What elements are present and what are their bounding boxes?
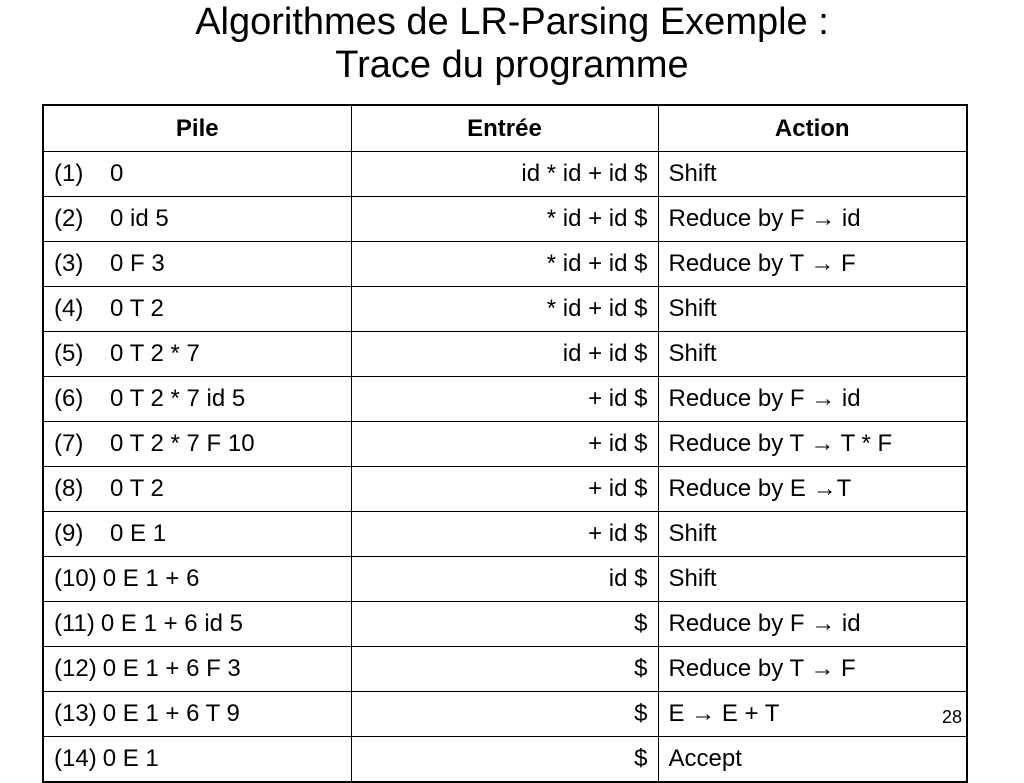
- table-row: [43, 512, 967, 557]
- step-number: (6): [54, 385, 84, 412]
- input-cell: + id $: [351, 377, 658, 422]
- action-cell: Reduce by T → F: [658, 647, 967, 692]
- stack-cell: [43, 287, 351, 332]
- stack-cell: [43, 557, 351, 602]
- table-row: [43, 332, 967, 377]
- page-number: 28: [941, 707, 962, 727]
- input-cell: $: [351, 692, 658, 737]
- input-cell: id + id $: [351, 332, 658, 377]
- lr-parse-trace-table: [42, 104, 968, 783]
- table-row: [43, 737, 967, 783]
- input-cell: * id + id $: [351, 242, 658, 287]
- stack-cell: [43, 647, 351, 692]
- stack-value: 0: [110, 160, 124, 187]
- step-number: (7): [54, 430, 84, 457]
- action-cell: Reduce by F → id: [658, 197, 967, 242]
- action-cell: Shift: [658, 512, 967, 557]
- step-number: (4): [54, 295, 84, 322]
- input-cell: $: [351, 647, 658, 692]
- table-body: [43, 152, 967, 783]
- stack-cell: [43, 152, 351, 197]
- step-number: (10): [54, 565, 97, 592]
- step-number: (5): [54, 340, 84, 367]
- step-number: (2): [54, 205, 84, 232]
- stack-value: 0 E 1 + 6 F 3: [102, 655, 241, 682]
- input-cell: * id + id $: [351, 287, 658, 332]
- action-cell: Reduce by F → id: [658, 377, 967, 422]
- action-cell: Accept: [658, 737, 967, 783]
- stack-value: 0 E 1 + 6 T 9: [102, 700, 240, 727]
- input-cell: id * id + id $: [351, 152, 658, 197]
- table-row: [43, 467, 967, 512]
- stack-value: 0 E 1: [110, 520, 167, 547]
- action-cell: Reduce by T → T * F: [658, 422, 967, 467]
- step-number: (14): [54, 745, 97, 772]
- stack-value: 0 F 3: [110, 250, 165, 277]
- step-number: (1): [54, 160, 84, 187]
- slide-title-line-1: Algorithmes de LR-Parsing Exemple :: [195, 1, 829, 43]
- step-number: (9): [54, 520, 84, 547]
- input-cell: + id $: [351, 422, 658, 467]
- table-row: [43, 197, 967, 242]
- table-row: [43, 422, 967, 467]
- table-row: [43, 557, 967, 602]
- table-row: [43, 152, 967, 197]
- table-row: [43, 377, 967, 422]
- input-cell: + id $: [351, 467, 658, 512]
- stack-value: 0 E 1 + 6 id 5: [100, 610, 244, 637]
- stack-value: 0 T 2 * 7 F 10: [110, 430, 255, 457]
- stack-cell: [43, 602, 351, 647]
- header-action: Action: [658, 105, 967, 152]
- slide-title-line-2: Trace du programme: [335, 44, 689, 86]
- action-cell: Shift: [658, 332, 967, 377]
- header-pile: Pile: [43, 105, 351, 152]
- step-number: (11): [54, 610, 95, 637]
- input-cell: * id + id $: [351, 197, 658, 242]
- action-cell: Shift: [658, 152, 967, 197]
- stack-value: 0 T 2: [110, 295, 164, 322]
- action-cell: Shift: [658, 557, 967, 602]
- action-cell: E → E + T: [658, 692, 967, 737]
- step-number: (13): [54, 700, 97, 727]
- input-cell: id $: [351, 557, 658, 602]
- table-header-row: [43, 105, 967, 152]
- input-cell: $: [351, 602, 658, 647]
- step-number: (8): [54, 475, 84, 502]
- action-cell: Shift: [658, 287, 967, 332]
- stack-value: 0 E 1 + 6: [102, 565, 200, 592]
- table-row: [43, 692, 967, 737]
- action-cell: Reduce by F → id: [658, 602, 967, 647]
- header-entree: Entrée: [351, 105, 658, 152]
- table-row: [43, 647, 967, 692]
- stack-cell: [43, 467, 351, 512]
- stack-cell: [43, 377, 351, 422]
- step-number: (12): [54, 655, 97, 682]
- stack-cell: [43, 242, 351, 287]
- input-cell: $: [351, 737, 658, 783]
- action-cell: Reduce by T → F: [658, 242, 967, 287]
- stack-cell: [43, 332, 351, 377]
- table-row: [43, 602, 967, 647]
- stack-cell: [43, 422, 351, 467]
- stack-cell: [43, 197, 351, 242]
- stack-value: 0 T 2 * 7: [110, 340, 200, 367]
- table-row: [43, 242, 967, 287]
- stack-value: 0 id 5: [110, 205, 169, 232]
- stack-cell: [43, 512, 351, 557]
- stack-value: 0 T 2 * 7 id 5: [110, 385, 246, 412]
- stack-value: 0 E 1: [102, 745, 159, 772]
- slide-title: [0, 0, 1024, 87]
- table-row: [43, 287, 967, 332]
- stack-value: 0 T 2: [110, 475, 164, 502]
- stack-cell: [43, 737, 351, 783]
- action-cell: Reduce by E →T: [658, 467, 967, 512]
- input-cell: + id $: [351, 512, 658, 557]
- stack-cell: [43, 692, 351, 737]
- step-number: (3): [54, 250, 84, 277]
